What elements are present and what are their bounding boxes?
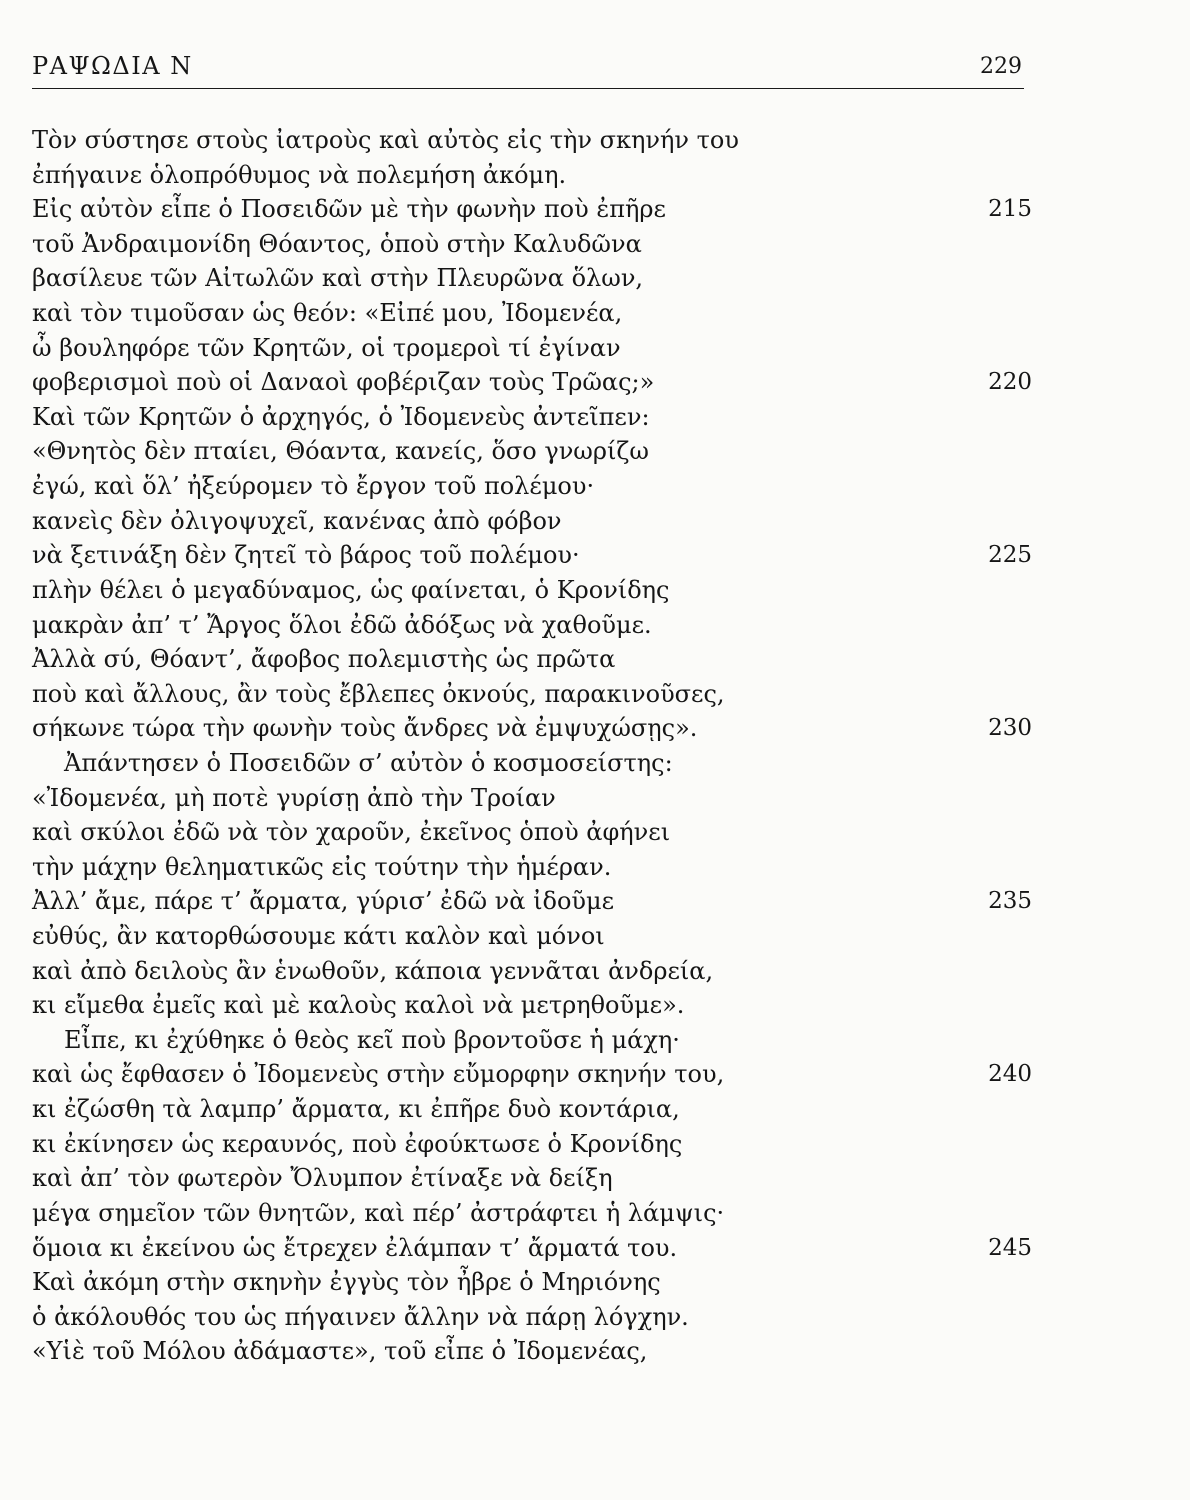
verse-text: ποὺ καὶ ἄλλους, ἂν τοὺς ἔβλεπες ὀκνούς, παρακινοῦσες,	[32, 679, 725, 708]
verse-body	[32, 123, 1032, 1369]
verse-line	[32, 1057, 1032, 1092]
verse-text: τὴν μάχην θεληματικῶς εἰς τούτην τὴν ἡμέραν.	[32, 852, 612, 881]
verse-line	[32, 642, 1032, 677]
verse-text: σήκωνε τώρα τὴν φωνὴν τοὺς ἄνδρες νὰ ἐμψυχώσῃς».	[32, 714, 698, 743]
verse-line	[32, 227, 1032, 262]
line-number: 235	[988, 888, 1032, 915]
verse-text: κι ἐκίνησεν ὡς κεραυνός, ποὺ ἐφούκτωσε ὁ Κρονίδης	[32, 1129, 683, 1158]
verse-line	[32, 677, 1032, 712]
verse-text: καὶ ὡς ἔφθασεν ὁ Ἰδομενεὺς στὴν εὔμορφην σκηνήν του,	[32, 1060, 725, 1089]
verse-text: «Ἰδομενέα, μὴ ποτὲ γυρίσῃ ἀπὸ τὴν Τροίαν	[32, 783, 556, 812]
running-head: ΡΑΨΩΔΙΑ Ν	[32, 52, 193, 80]
verse-text: ὅμοια κι ἐκείνου ὡς ἔτρεχεν ἐλάμπαν τ’ ἄρματά του.	[32, 1233, 678, 1262]
verse-line	[32, 1196, 1032, 1231]
verse-line	[32, 261, 1032, 296]
verse-line	[32, 296, 1032, 331]
verse-text: Εἶπε, κι ἐχύθηκε ὁ θεὸς κεῖ ποὺ βροντοῦσε ἡ μάχη·	[64, 1025, 680, 1054]
verse-text: καὶ ἀπ’ τὸν φωτερὸν Ὄλυμπον ἐτίναξε νὰ δείξη	[32, 1164, 613, 1193]
verse-line	[32, 1300, 1032, 1335]
verse-line	[32, 608, 1032, 643]
verse-text: νὰ ξετινάξη δὲν ζητεῖ τὸ βάρος τοῦ πολέμου·	[32, 541, 580, 570]
verse-text: πλὴν θέλει ὁ μεγαδύναμος, ὡς φαίνεται, ὁ Κρονίδης	[32, 575, 670, 604]
verse-line	[32, 400, 1032, 435]
verse-line	[32, 746, 1032, 781]
verse-line	[32, 781, 1032, 816]
verse-line	[32, 1092, 1032, 1127]
verse-line	[32, 919, 1032, 954]
line-number: 240	[988, 1061, 1032, 1088]
verse-text: Ἀλλὰ σύ, Θόαντ’, ἄφοβος πολεμιστὴς ὡς πρῶτα	[32, 645, 616, 674]
verse-text: μέγα σημεῖον τῶν θνητῶν, καὶ πέρ’ ἀστράφτει ἡ λάμψις·	[32, 1198, 725, 1227]
verse-text: ὁ ἀκόλουθός του ὡς πήγαινεν ἄλλην νὰ πάρῃ λόγχην.	[32, 1302, 689, 1331]
verse-text: καὶ τὸν τιμοῦσαν ὡς θεόν: «Εἰπέ μου, Ἰδομενέα,	[32, 299, 623, 328]
verse-line	[32, 365, 1032, 400]
verse-line	[32, 884, 1032, 919]
verse-line	[32, 1161, 1032, 1196]
verse-line	[32, 538, 1032, 573]
verse-line	[32, 815, 1032, 850]
verse-text: βασίλευε τῶν Αἰτωλῶν καὶ στὴν Πλευρῶνα ὅλων,	[32, 264, 644, 293]
verse-text: κι ἐζώσθη τὰ λαμπρ’ ἄρματα, κι ἐπῆρε δυὸ κοντάρια,	[32, 1095, 680, 1124]
verse-line	[32, 850, 1032, 885]
verse-line	[32, 1334, 1032, 1369]
verse-line	[32, 954, 1032, 989]
verse-text: ἐπήγαινε ὁλοπρόθυμος νὰ πολεμήση ἀκόμη.	[32, 160, 567, 189]
verse-text: «Θνητὸς δὲν πταίει, Θόαντα, κανείς, ὅσο γνωρίζω	[32, 437, 649, 466]
verse-text: κανεὶς δὲν ὀλιγοψυχεῖ, κανένας ἀπὸ φόβον	[32, 506, 562, 535]
verse-text: Τὸν σύστησε στοὺς ἰατροὺς καὶ αὐτὸς εἰς τὴν σκηνήν του	[32, 126, 739, 154]
verse-line	[32, 331, 1032, 366]
line-number: 245	[988, 1234, 1032, 1261]
verse-line	[32, 469, 1032, 504]
verse-text: μακρὰν ἀπ’ τ’ Ἄργος ὅλοι ἐδῶ ἀδόξως νὰ χαθοῦμε.	[32, 610, 652, 639]
line-number: 220	[988, 369, 1032, 396]
verse-text: τοῦ Ἀνδραιμονίδη Θόαντος, ὁποὺ στὴν Καλυδῶνα	[32, 229, 642, 258]
verse-line	[32, 192, 1032, 227]
verse-text: καὶ σκύλοι ἐδῶ νὰ τὸν χαροῦν, ἐκεῖνος ὁποὺ ἀφήνει	[32, 818, 671, 847]
verse-text: ἐγώ, καὶ ὅλ’ ἠξεύρομεν τὸ ἔργον τοῦ πολέμου·	[32, 472, 595, 501]
verse-text: Εἰς αὐτὸν εἶπε ὁ Ποσειδῶν μὲ τὴν φωνὴν ποὺ ἐπῆρε	[32, 195, 666, 224]
verse-text: κι εἴμεθα ἐμεῖς καὶ μὲ καλοὺς καλοὶ νὰ μετρηθοῦμε».	[32, 991, 685, 1020]
verse-text: «Υἱὲ τοῦ Μόλου ἀδάμαστε», τοῦ εἶπε ὁ Ἰδομενέας,	[32, 1337, 648, 1366]
verse-line	[32, 988, 1032, 1023]
verse-text: Καὶ τῶν Κρητῶν ὁ ἀρχηγός, ὁ Ἰδομενεὺς ἀντεῖπεν:	[32, 402, 650, 431]
verse-text: καὶ ἀπὸ δειλοὺς ἂν ἑνωθοῦν, κάποια γεννᾶται ἀνδρεία,	[32, 956, 714, 985]
verse-text: Ἀλλ’ ἄμε, πάρε τ’ ἄρματα, γύρισ’ ἐδῶ νὰ ἰδοῦμε	[32, 887, 615, 916]
verse-text: Ἀπάντησεν ὁ Ποσειδῶν σ’ αὐτὸν ὁ κοσμοσείστης:	[64, 748, 673, 777]
page-number: 229	[980, 54, 1022, 79]
verse-line	[32, 1265, 1032, 1300]
line-number: 215	[988, 196, 1032, 223]
line-number: 230	[988, 715, 1032, 742]
verse-line	[32, 123, 1032, 158]
verse-line	[32, 573, 1032, 608]
verse-text: ὦ βουληφόρε τῶν Κρητῶν, οἱ τρομεροὶ τί ἐγίναν	[32, 333, 621, 362]
verse-line	[32, 1127, 1032, 1162]
verse-text: φοβερισμοὶ ποὺ οἱ Δαναοὶ φοβέριζαν τοὺς Τρῶας;»	[32, 368, 655, 397]
verse-line	[32, 434, 1032, 469]
verse-text: εὐθύς, ἂν κατορθώσουμε κάτι καλὸν καὶ μόνοι	[32, 922, 605, 951]
verse-line	[32, 1231, 1032, 1266]
line-number: 225	[988, 542, 1032, 569]
verse-text: Καὶ ἀκόμη στὴν σκηνὴν ἐγγὺς τὸν ἦβρε ὁ Μηριόνης	[32, 1268, 661, 1297]
verse-line	[32, 1023, 1032, 1058]
verse-line	[32, 504, 1032, 539]
page-header	[32, 50, 1024, 89]
verse-line	[32, 158, 1032, 193]
verse-line	[32, 711, 1032, 746]
